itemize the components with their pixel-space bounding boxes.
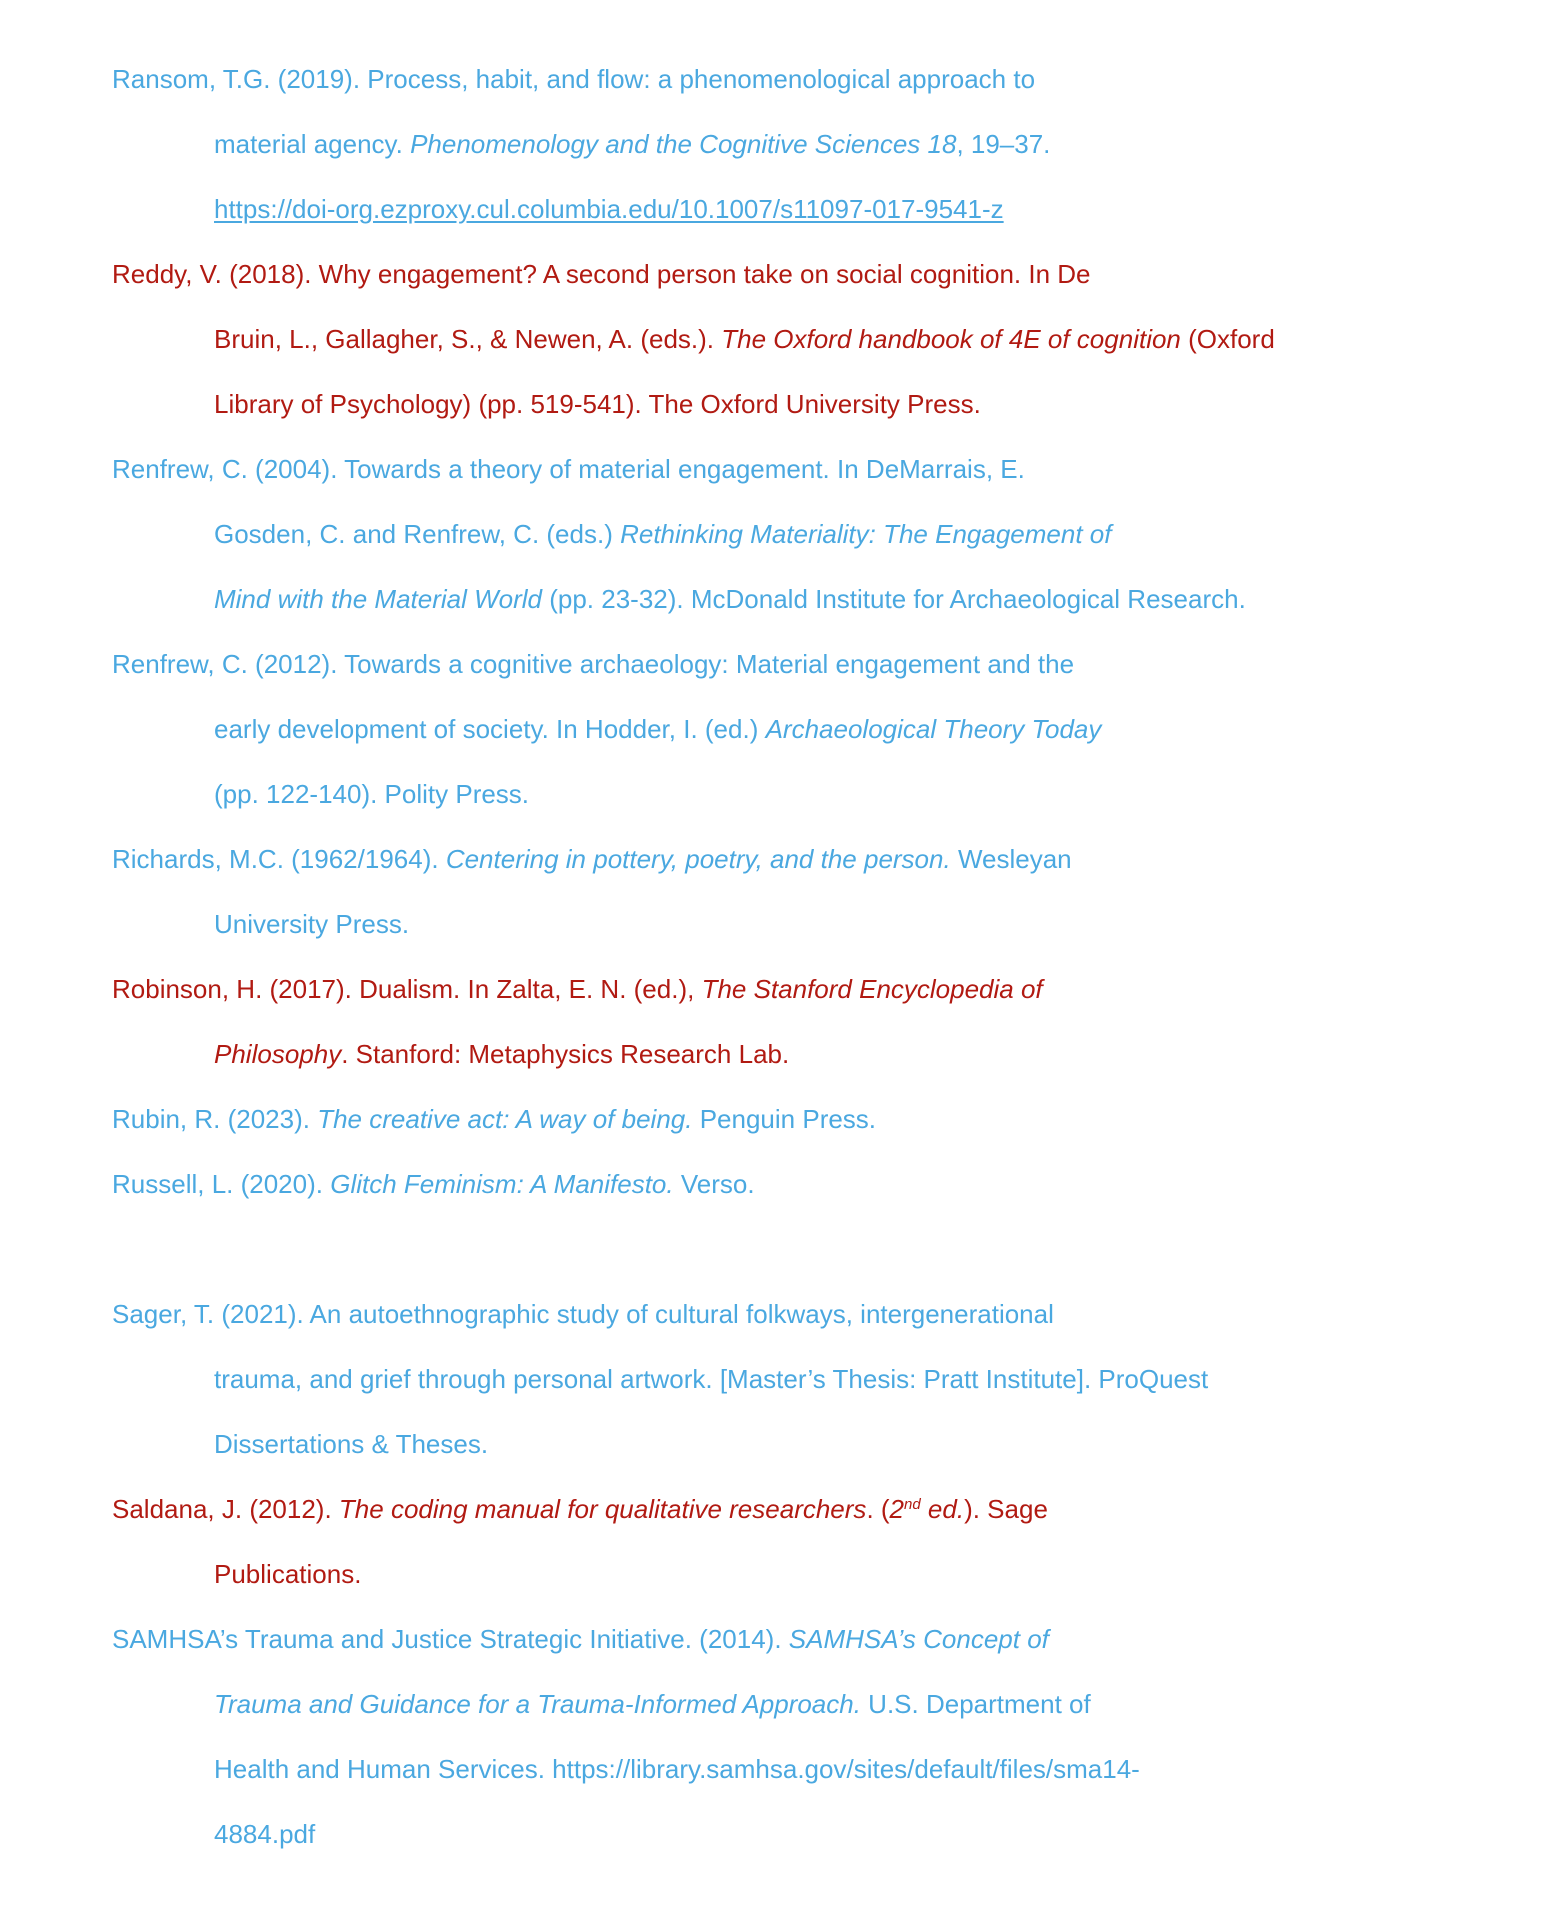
ref-richards-line-1: Richards, M.C. (1962/1964). Centering in pottery, poetry, and the person. Wesleyan xyxy=(112,844,1072,874)
ref-sager-line-1: Sager, T. (2021). An autoethnographic study of cultural folkways, intergenerational xyxy=(112,1299,1054,1329)
ref-rubin-line-1: Rubin, R. (2023). The creative act: A way of being. Penguin Press. xyxy=(112,1104,877,1134)
doi-link[interactable]: https://doi-org.ezproxy.cul.columbia.edu/10.1007/s11097-017-9541-z xyxy=(214,194,1004,224)
ref-ransom-line-2: material agency. Phenomenology and the Cognitive Sciences 18, 19–37. xyxy=(214,129,1051,159)
ref-samhsa-line-4: 4884.pdf xyxy=(214,1819,316,1849)
reference-list xyxy=(112,59,1442,1879)
ref-samhsa-line-3: Health and Human Services. https://library.samhsa.gov/sites/default/files/sma14- xyxy=(214,1754,1140,1784)
book-title: Mind with the Material World xyxy=(214,584,542,614)
ref-samhsa-line-2: Trauma and Guidance for a Trauma-Informed Approach. U.S. Department of xyxy=(214,1689,1091,1719)
edition-ordinal-superscript: nd xyxy=(904,1496,921,1513)
ref-renfrew-2004-line-1: Renfrew, C. (2004). Towards a theory of material engagement. In DeMarrais, E. xyxy=(112,454,1025,484)
book-title: Rethinking Materiality: The Engagement of xyxy=(620,519,1112,549)
ref-renfrew-2012-line-2: early development of society. In Hodder, I. (ed.) Archaeological Theory Today xyxy=(214,714,1102,744)
ref-renfrew-2012-line-1: Renfrew, C. (2012). Towards a cognitive archaeology: Material engagement and the xyxy=(112,649,1075,679)
ref-ransom-line-1: Ransom, T.G. (2019). Process, habit, and flow: a phenomenological approach to xyxy=(112,64,1036,94)
edition-number: 2 xyxy=(889,1494,905,1524)
ref-reddy-line-1: Reddy, V. (2018). Why engagement? A second person take on social cognition. In De xyxy=(112,259,1091,289)
ref-reddy-line-3: Library of Psychology) (pp. 519-541). The Oxford University Press. xyxy=(214,389,981,419)
ref-richards-line-2: University Press. xyxy=(214,909,410,939)
ref-russell-line-1: Russell, L. (2020). Glitch Feminism: A Manifesto. Verso. xyxy=(112,1169,755,1199)
book-title: Glitch Feminism: A Manifesto. xyxy=(330,1169,674,1199)
book-title: The creative act: A way of being. xyxy=(317,1104,693,1134)
ref-ransom-line-3 xyxy=(112,189,1442,254)
report-title: Trauma and Guidance for a Trauma-Informed Approach. xyxy=(214,1689,861,1719)
ref-sager-line-2: trauma, and grief through personal artwork. [Master’s Thesis: Pratt Institute]. ProQuest xyxy=(214,1364,1209,1394)
edition-label: ed. xyxy=(920,1494,965,1524)
ref-robinson-line-1: Robinson, H. (2017). Dualism. In Zalta, E. N. (ed.), The Stanford Encyclopedia of xyxy=(112,974,1043,1004)
ref-saldana-line-2: Publications. xyxy=(214,1559,362,1589)
book-title: Centering in pottery, poetry, and the person. xyxy=(445,844,951,874)
book-title: Archaeological Theory Today xyxy=(765,714,1102,744)
ref-reddy-line-2: Bruin, L., Gallagher, S., & Newen, A. (eds.). The Oxford handbook of 4E of cognition (Oxford xyxy=(214,324,1275,354)
book-title: The Oxford handbook of 4E of cognition xyxy=(721,324,1181,354)
ref-renfrew-2004-line-2: Gosden, C. and Renfrew, C. (eds.) Rethinking Materiality: The Engagement of xyxy=(214,519,1112,549)
ref-robinson-line-2: Philosophy. Stanford: Metaphysics Research Lab. xyxy=(214,1039,790,1069)
book-title: Philosophy xyxy=(214,1039,342,1069)
ref-saldana-line-1: Saldana, J. (2012). The coding manual for qualitative researchers. (2nd ed.). Sage xyxy=(112,1494,1048,1524)
report-title: SAMHSA’s Concept of xyxy=(788,1624,1049,1654)
ref-renfrew-2004-line-3: Mind with the Material World (pp. 23-32). McDonald Institute for Archaeological Research. xyxy=(214,584,1246,614)
ref-samhsa-line-1: SAMHSA’s Trauma and Justice Strategic Initiative. (2014). SAMHSA’s Concept of xyxy=(112,1624,1049,1654)
ref-sager-line-3: Dissertations & Theses. xyxy=(214,1429,489,1459)
book-title: The coding manual for qualitative researchers xyxy=(338,1494,867,1524)
book-title: The Stanford Encyclopedia of xyxy=(701,974,1043,1004)
journal-title: Phenomenology and the Cognitive Sciences 18 xyxy=(410,129,957,159)
blank-line xyxy=(112,1229,1442,1294)
ref-renfrew-2012-line-3: (pp. 122-140). Polity Press. xyxy=(214,779,530,809)
